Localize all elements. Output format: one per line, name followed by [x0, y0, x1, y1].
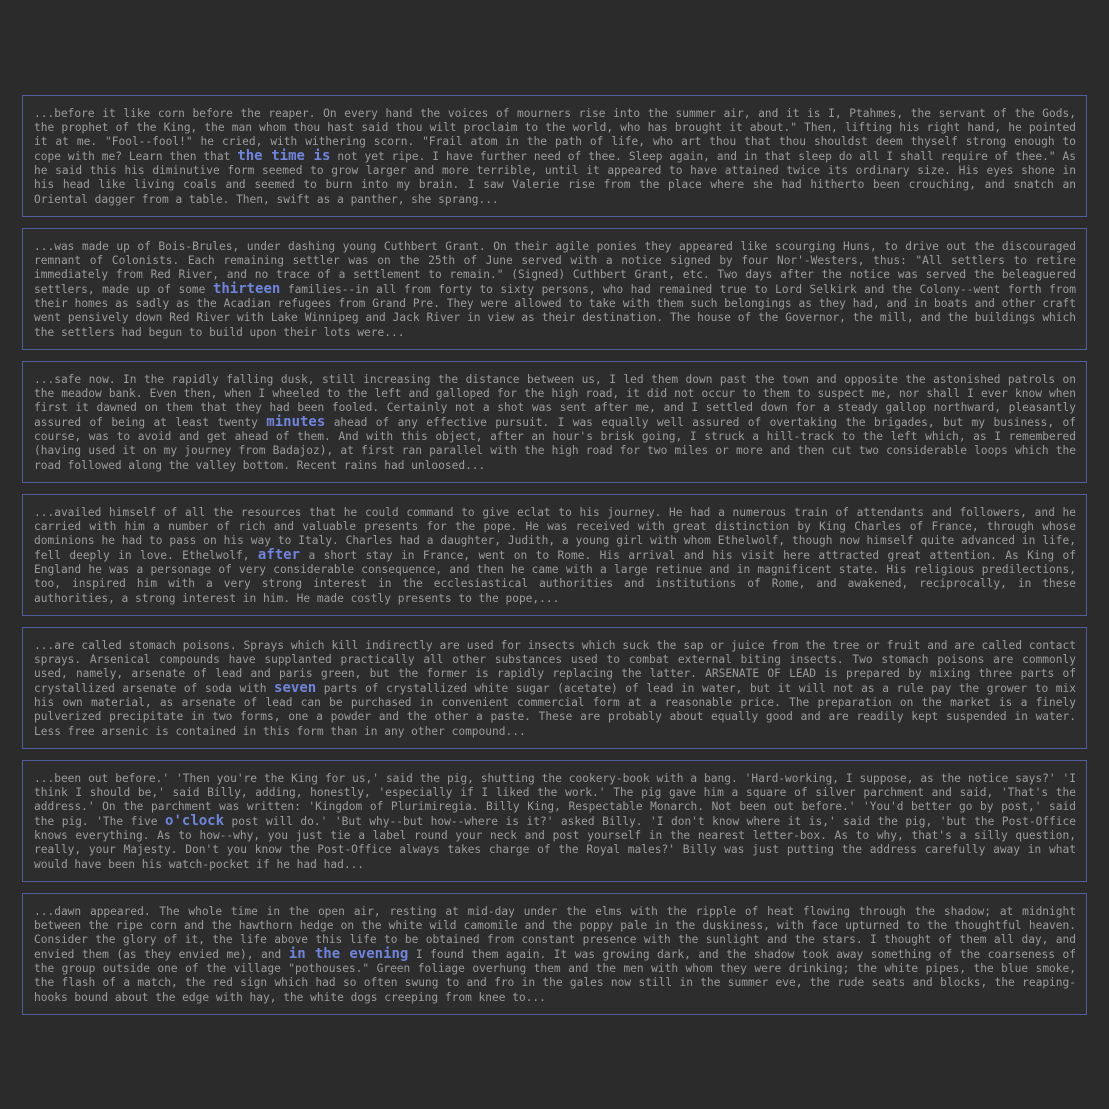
passage-text-after: ahead of any effective pursuit. I was equally well assured of overtaking the brigades, but my business, of course, was to avoid and get ahead of them. And with this object, after an hour's brisk going, I struck a hill-track to the left which, as I remembered (having used it on my journey from Badajoz), at first ran parallel with the high road for two miles or more and then cut two considerable loops which the road followed along the valley bottom. Recent rains had unloosed... [34, 416, 1076, 472]
passage-highlight: after [257, 547, 301, 564]
passage-text-after: families--in all from forty to sixty persons, who had remained true to Lord Selkirk and the Colony--went forth from their homes as sadly as the Acadian refugees from Grand Pre. They were allowed to take with them such belongings as they had, and in boats and other craft went pensively down Red River with Lake Winnipeg and Jack River in view as their destination. The house of the Governor, the mill, and the buildings which the settlers had begun to build upon their lots were... [34, 283, 1077, 339]
passage-text-before: ...was made up of Bois-Brules, under dashing young Cuthbert Grant. On their agile ponies they appeared like scourging Huns, to drive out the discouraged remnant of Colonists. Each remaining settler was on the 25th of June served with a notice signed by four Nor'-Westers, thus: "All settlers to retire immediately from Red River, and no trace of a settlement to remain." (Signed) Cuthbert Grant, etc. Two days after the notice was served the beleaguered settlers, made up of some [34, 240, 1076, 297]
passage-text-after: I found them again. It was growing dark, and the shadow took away something of the coarseness of the group outside one of the village "pothouses." Green foliage overhung them and the men with whom they were drinking; the white pipes, the blue smoke, the flash of a match, the red sign which had so often swung to and fro in the gales now still in the summer eve, the rude seats and blocks, the reaping-hooks bound about the edge with hay, the white dogs creeping from knee to... [34, 948, 1076, 1004]
passage-card [22, 494, 1087, 616]
passage-text-before: ...safe now. In the rapidly falling dusk, still increasing the distance between us, I led them down past the town and opposite the astonished patrols on the meadow bank. Even then, when I wheeled to the left and galloped for the high road, it did not occur to them to suspect me, nor shall I ever know when first it dawned on them that they had been fooled. Certainly not a shot was sent after me, and I settled down for a steady gallop northward, pleasantly assured of being at least twenty [34, 373, 1076, 430]
passage-card [22, 361, 1087, 483]
passage-text-after: parts of crystallized white sugar (acetate) of lead in water, but it will not as a rule pay the grower to mix his own material, as arsenate of lead can be purchased in convenient commercial form at a reasonable price. The preparation on the market is a finely pulverized precipitate in two forms, one a powder and the other a paste. These are probably about equally good and are readily kept suspended in water. Less free arsenic is contained in this form than in any other compound... [34, 682, 1076, 738]
passage-highlight: seven [274, 680, 317, 697]
passage-card [22, 627, 1087, 749]
passage-card [22, 760, 1087, 882]
passage-text-before: ...been out before.' 'Then you're the King for us,' said the pig, shutting the cookery-book with a bang. 'Hard-working, I suppose, as the notice says?' 'I think I should be,' said Billy, adding, honestly, 'especially if I liked the work.' The pig gave him a square of silver parchment and said, 'That's the address.' On the parchment was written: 'Kingdom of Plurimiregia. Billy King, Respectable Monarch. Not been out before.' 'You'd better go by post,' said the pig. 'The five [34, 772, 1076, 829]
passage-text-before: ...before it like corn before the reaper. On every hand the voices of mourners rise into the summer air, and it is I, Ptahmes, the servant of the Gods, the prophet of the King, the man whom thou hast said thou wilt proclaim to the world, who has brought it about." Then, lifting his right hand, he pointed it at me. "Fool--fool!" he cried, with withering scorn. "Frail atom in the path of life, who art thou that thou shouldst deem thyself strong enough to cope with me? Learn then that [34, 107, 1076, 164]
passage-card [22, 228, 1087, 350]
passage-text-after: post will do.' 'But why--but how--where is it?' asked Billy. 'I don't know where it is,' said the pig, 'but the Post-Office knows everything. As to how--why, you just tie a label round your neck and post yourself in the nearest letter-box. As to why, that's a silly question, really, your Majesty. Don't you know the Post-Office always takes charge of the Royal males?' Billy was just putting the address carefully away in what would have been his watch-pocket if he had had... [34, 815, 1076, 871]
passage-text-after: a short stay in France, went on to Rome. His arrival and his visit here attracted great attention. As King of England he was a personage of very considerable consequence, and then he came with a large retinue and in magnificent state. His religious predilections, too, inspired him with a very strong interest in the ecclesiastical authorities and institutions of Rome, and awakened, reciprocally, in these authorities, a strong interest in him. He made costly presents to the pope,... [34, 549, 1076, 605]
passage-list [22, 95, 1087, 1026]
passage-highlight: minutes [266, 414, 326, 431]
passage-card [22, 893, 1087, 1015]
passage-text-before: ...are called stomach poisons. Sprays which kill indirectly are used for insects which suck the sap or juice from the tree or fruit and are called contact sprays. Arsenical compounds have supplanted practically all other substances used to combat external biting insects. Two stomach poisons are commonly used, namely, arsenate of lead and paris green, but the former is rapidly replacing the latter. ARSENATE OF LEAD is prepared by mixing three parts of crystallized arsenate of soda with [34, 639, 1076, 696]
passage-highlight: the time is [237, 148, 331, 165]
passage-highlight: in the evening [288, 946, 409, 963]
passage-text-before: ...dawn appeared. The whole time in the open air, resting at mid-day under the elms with the ripple of heat flowing through the shadow; at midnight between the ripe corn and the hawthorn hedge on the white wild camomile and the poppy pale in the duskiness, with face upturned to the thoughtful heaven. Consider the glory of it, the life above this life to be obtained from constant presence with the sunlight and the stars. I thought of them all day, and envied them (as they envied me), and [34, 905, 1076, 962]
passage-card [22, 95, 1087, 217]
passage-text-before: ...availed himself of all the resources that he could command to give eclat to his journey. He had a numerous train of attendants and followers, and he carried with him a number of rich and valuable presents for the pope. He was received with great distinction by King Charles of France, through whose dominions he had to pass on his way to Italy. Charles had a daughter, Judith, a young girl with whom Ethelwolf, though now himself quite advanced in life, fell deeply in love. Ethelwolf, [34, 506, 1076, 563]
passage-highlight: o'clock [165, 813, 225, 830]
passage-highlight: thirteen [212, 281, 281, 298]
passage-text-after: not yet ripe. I have further need of thee. Sleep again, and in that sleep do all I shall require of thee." As he said this his diminutive form seemed to grow larger and more terrible, until it appeared to have attained twice its ordinary size. His eyes shone in his head like living coals and seemed to burn into my brain. I saw Valerie rise from the place where she had hitherto been crouching, and snatch an Oriental dagger from a table. Then, swift as a panther, she sprang... [34, 150, 1076, 206]
